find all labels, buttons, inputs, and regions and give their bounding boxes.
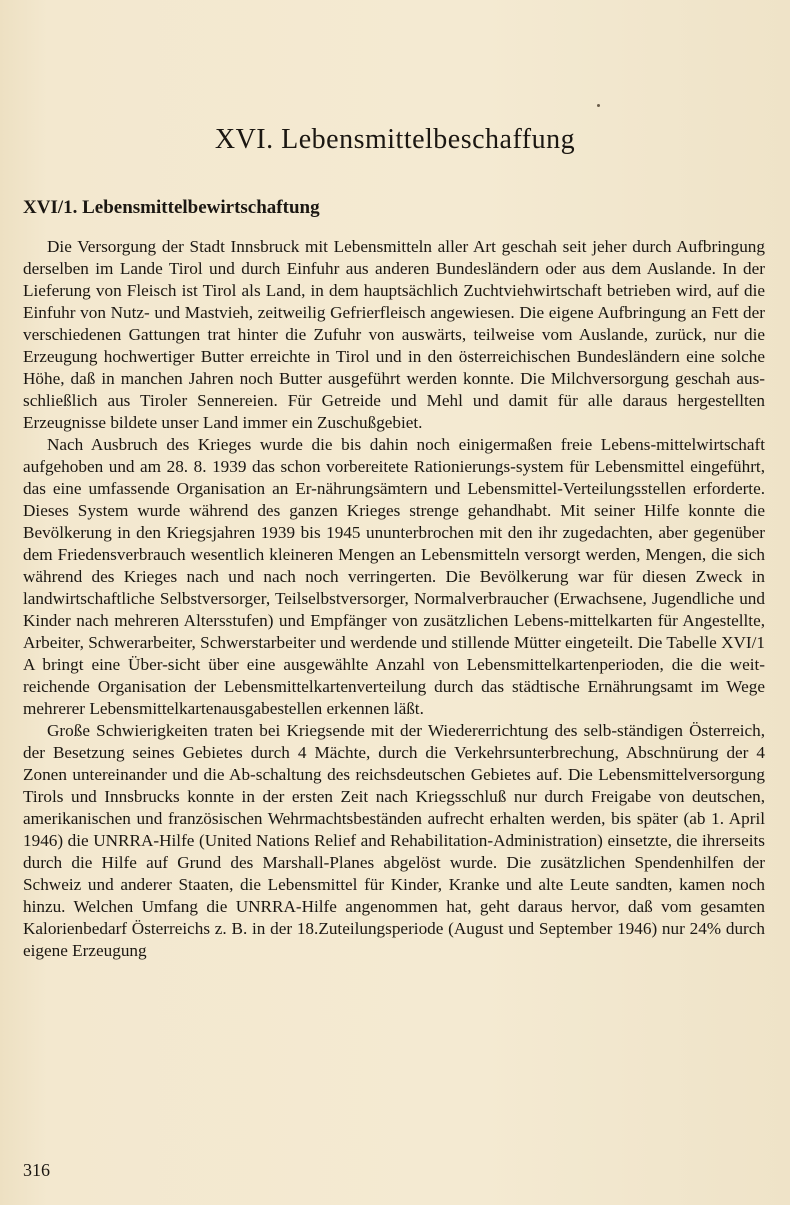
chapter-title: XVI. Lebensmittelbeschaffung bbox=[214, 124, 576, 155]
page-number: 316 bbox=[23, 1160, 50, 1180]
paragraph: Große Schwierigkeiten traten bei Kriegsende mit der Wiedererrichtung des selb-ständigen Österreich, der Besetzung seines Gebietes durch 4 Mächte, durch die Verkehrsunterbrechung, Abschnürung der 4 Zonen untereinander und die Ab-schaltung des reichsdeutschen Gebietes auf. Die Lebensmittelversorgung Tirols und Innsbrucks konnte in der ersten Zeit nach Kriegsschluß nur durch Freigabe von deutschen, amerikanischen und französischen Wehrmachtsbeständen aufrecht erhalten werden, bis später (ab 1. April 1946) die UNRRA-Hilfe (United Nations Relief and Rehabilitation-Administration) einsetzte, die ihrerseits durch die Hilfe auf Grund des Marshall-Planes abgelöst wurde. Die zusätzlichen Spendenhilfen der Schweiz und anderer Staaten, die Lebensmittel für Kinder, Kranke und alte Leute sandten, kamen noch hinzu. Welchen Umfang die UNRRA-Hilfe angenommen hat, geht daraus hervor, daß vom gesamten Kalorienbedarf Österreichs z. B. in der 18.Zuteilungsperiode (August und September 1946) nur 24% durch eigene Erzeugung bbox=[23, 721, 765, 960]
paragraph: Nach Ausbruch des Krieges wurde die bis dahin noch einigermaßen freie Lebens-mittelwirtschaft aufgehoben und am 28. 8. 1939 das schon vorbereitete Rationierungs-system für Lebensmittel eingeführt, das eine umfassende Organisation an Er-nährungsämtern und Lebensmittel-Verteilungsstellen erforderte. Dieses System wurde während des ganzen Krieges strenge gehandhabt. Mit seiner Hilfe konnte die Bevölkerung in den Kriegsjahren 1939 bis 1945 ununterbrochen mit den ihr zugedachten, aber gegenüber dem Friedensverbrauch wesentlich kleineren Mengen an Lebensmitteln versorgt werden, Mengen, die sich während des Krieges nach und nach noch verringerten. Die Bevölkerung war für diesen Zweck in landwirtschaftliche Selbstversorger, Teilselbstversorger, Normalverbraucher (Erwachsene, Jugendliche und Kinder nach mehreren Altersstufen) und Empfänger von zusätzlichen Lebens-mittelkarten für Angestellte, Arbeiter, Schwerarbeiter, Schwerstarbeiter und werdende und stillende Mütter eingeteilt. Die Tabelle XVI/1 A bringt eine Über-sicht über eine ausgewählte Anzahl von Lebensmittelkartenperioden, die die weit-reichende Organisation der Lebensmittelkartenverteilung durch das städtische Ernährungsamt im Wege mehrerer Lebensmittelkartenausgabestellen erkennen läßt. bbox=[23, 435, 765, 718]
body-text bbox=[23, 236, 765, 962]
ink-speck bbox=[597, 104, 600, 107]
section-heading: XVI/1. Lebensmittelbewirtschaftung bbox=[23, 197, 320, 218]
paragraph: Die Versorgung der Stadt Innsbruck mit Lebensmitteln aller Art geschah seit jeher durch Aufbringung derselben im Lande Tirol und durch Einfuhr aus anderen Bundesländern oder aus dem Auslande. In der Lieferung von Fleisch ist Tirol als Land, in dem hauptsächlich Zuchtviehwirtschaft betrieben wird, auf die Einfuhr von Nutz- und Mastvieh, zeitweilig Gefrierfleisch angewiesen. Die eigene Aufbringung an Fett der verschiedenen Gattungen trat hinter die Zufuhr von auswärts, teilweise vom Auslande, zurück, nur die Erzeugung hochwertiger Butter erreichte in Tirol und in den österreichischen Bundesländern eine solche Höhe, daß in manchen Jahren noch Butter ausgeführt werden konnte. Die Milchversorgung geschah aus-schließlich aus Tiroler Sennereien. Für Getreide und Mehl und damit für alle daraus hergestellten Erzeugnisse bildete unser Land immer ein Zuschußgebiet. bbox=[23, 237, 765, 432]
